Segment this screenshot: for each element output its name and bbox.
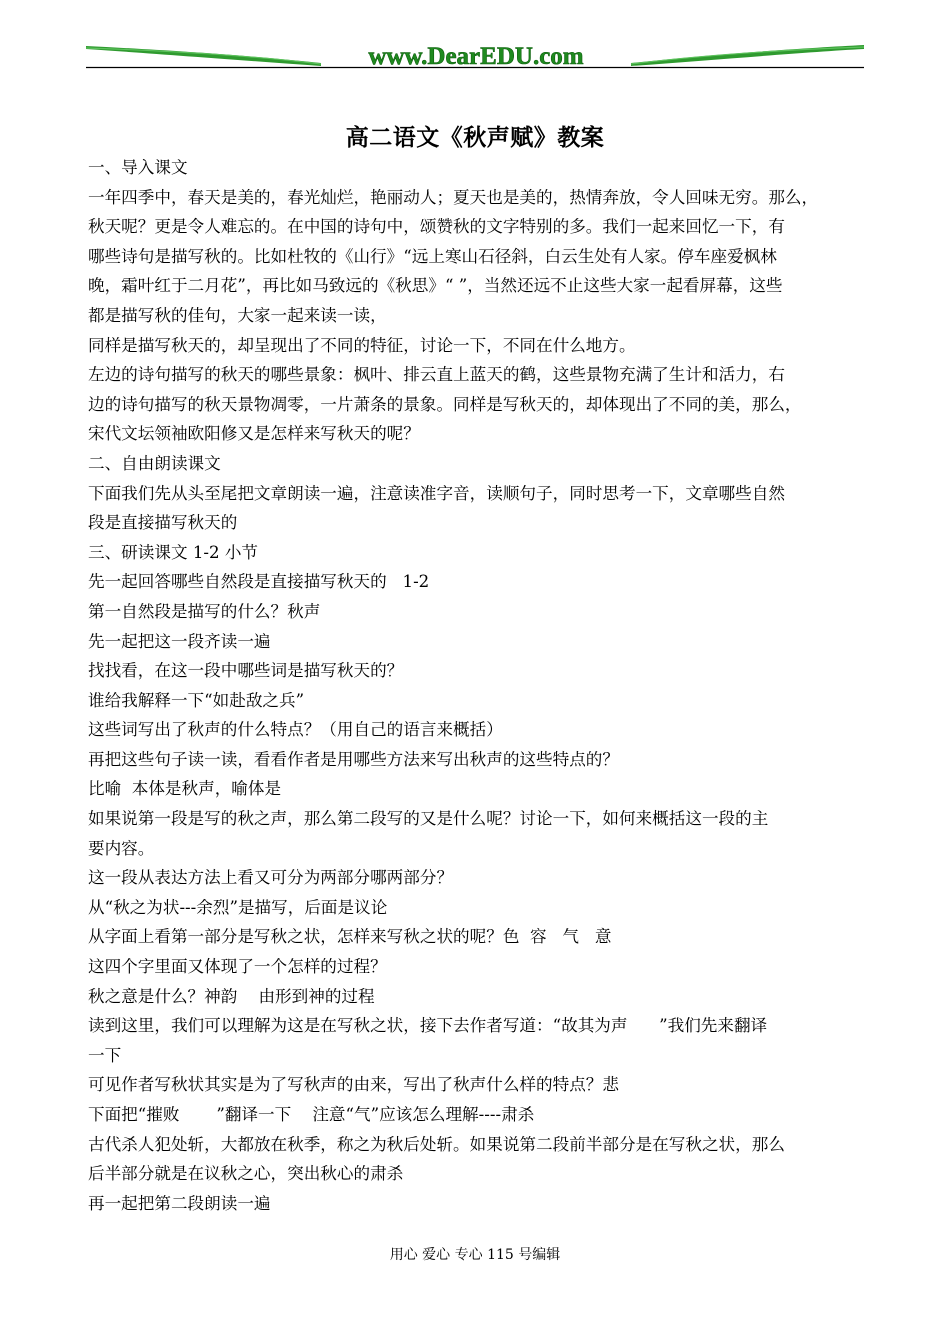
body-line: 再一起把第二段朗读一遍 [88,1193,271,1213]
body-line: 哪些诗句是描写秋的。比如杜牧的《山行》“远上寒山石径斜，白云生处有人家。停车座爱枫林 [88,246,777,266]
body-line: 要内容。 [88,838,155,858]
body-line: 秋之意是什么？神韵 由形到神的过程 [88,986,375,1006]
body-line: 晚，霜叶红于二月花”，再比如马致远的《秋思》“ ”，当然还远不止这些大家一起看屏幕，这些 [88,276,783,296]
body-line: 可见作者写秋状其实是为了写秋声的由来，写出了秋声什么样的特点？悲 [88,1075,619,1095]
body-line: 从“秋之为状---余烈”是描写，后面是议论 [88,897,388,917]
site-header-banner [86,36,864,72]
body-line: 古代杀人犯处斩，大都放在秋季，称之为秋后处斩。如果说第二段前半部分是在写秋之状，那么 [88,1134,785,1154]
body-line: 从字面上看第一部分是写秋之状，怎样来写秋之状的呢？色 容 气 意 [88,927,612,947]
body-line: 左边的诗句描写的秋天的哪些景象：枫叶、排云直上蓝天的鹤，这些景物充满了生计和活力，右 [88,365,785,385]
body-line: 再把这些句子读一读，看看作者是用哪些方法来写出秋声的这些特点的？ [88,749,619,769]
body-line: 这四个字里面又体现了一个怎样的过程？ [88,957,387,977]
body-line: 这一段从表达方法上看又可分为两部分哪两部分？ [88,868,454,888]
body-line: 如果说第一段是写的秋之声，那么第二段写的又是什么呢？讨论一下，如何来概括这一段的主 [88,809,769,829]
body-line: 一、导入课文 [88,158,188,177]
body-line: 宋代文坛领袖欧阳修又是怎样来写秋天的呢？ [88,424,420,444]
document-body [88,153,866,1218]
body-line: 读到这里，我们可以理解为这是在写秋之状，接下去作者写道：“故其为声 ”我们先来翻译 [88,1016,768,1036]
body-line: 同样是描写秋天的，却呈现出了不同的特征，讨论一下，不同在什么地方。 [88,335,636,355]
body-line: 段是直接描写秋天的 [88,513,238,533]
body-line: 先一起把这一段齐读一遍 [88,631,271,651]
body-line: 谁给我解释一下“如赴敌之兵” [88,690,305,710]
page-footer: 用心 爱心 专心 115 号编辑 [389,1247,561,1263]
document-title: 高二语文《秋声赋》教案 [345,124,605,151]
body-line: 后半部分就是在议秋之心，突出秋心的肃杀 [88,1164,404,1184]
body-line: 一年四季中，春天是美的，春光灿烂，艳丽动人；夏天也是美的，热情奔放，令人回味无穷。那么， [88,187,819,207]
body-line: 二、自由朗读课文 [88,453,221,473]
body-line: 比喻 本体是秋声，喻体是 [88,779,282,799]
body-line: 先一起回答哪些自然段是直接描写秋天的 1-2 [88,572,430,592]
body-line: 下面把“摧败 ”翻译一下 注意“气”应该怎么理解----肃杀 [88,1105,535,1124]
body-line: 都是描写秋的佳句，大家一起来读一读， [88,305,387,325]
body-line: 下面我们先从头至尾把文章朗读一遍，注意读准字音，读顺句子，同时思考一下，文章哪些自然 [88,483,785,503]
body-line: 找找看，在这一段中哪些词是描写秋天的？ [88,661,404,681]
body-line: 秋天呢？更是令人难忘的。在中国的诗句中，颂赞秋的文字特别的多。我们一起来回忆一下，有 [88,217,785,237]
body-line: 边的诗句描写的秋天景物凋零，一片萧条的景象。同样是写秋天的，却体现出了不同的美，那么， [88,394,802,414]
body-line: 第一自然段是描写的什么？秋声 [88,601,321,621]
site-logo-text: www.DearEDU.com [368,43,584,70]
body-line: 这些词写出了秋声的什么特点？（用自己的语言来概括） [88,720,503,740]
body-line: 一下 [88,1045,122,1065]
body-line: 三、研读课文 1-2 小节 [88,542,259,562]
header-swoosh-graphic [86,36,864,72]
